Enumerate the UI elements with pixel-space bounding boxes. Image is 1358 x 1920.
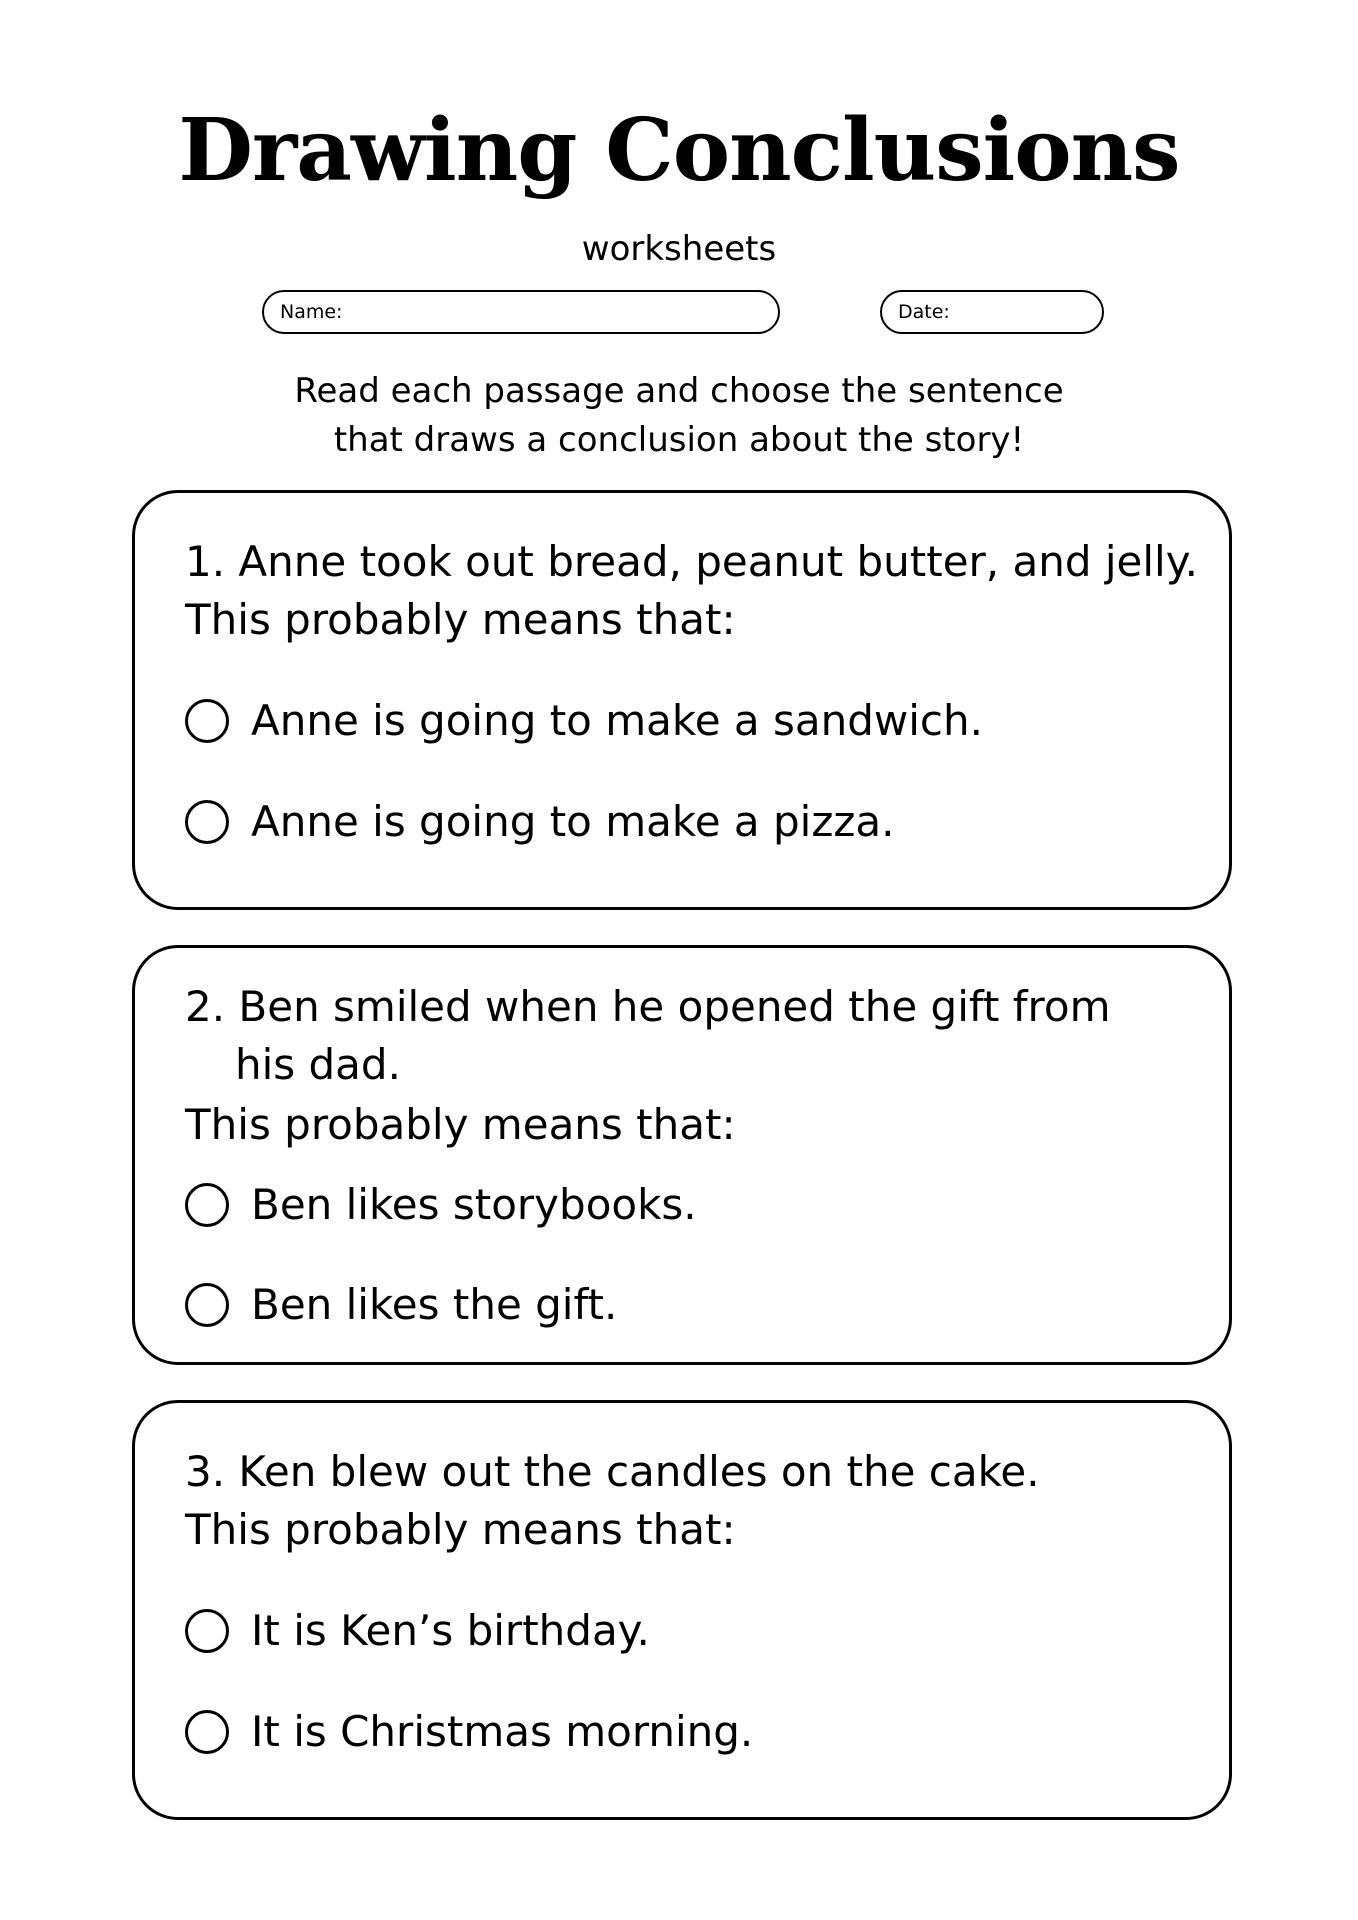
question-1-prompt: This probably means that: [185,595,736,644]
question-card-3 [132,1400,1232,1820]
instructions-line-2: that draws a conclusion about the story! [333,420,1025,460]
question-1-option-2[interactable] [185,793,895,851]
question-3-option-1[interactable] [185,1602,650,1660]
question-card-2 [132,945,1232,1365]
option-label: Anne is going to make a sandwich. [251,696,983,745]
question-2-text-continued: his dad. [235,1040,401,1089]
question-3-text: 3. Ken blew out the candles on the cake. [185,1447,1040,1496]
question-card-1 [132,490,1232,910]
radio-circle-icon[interactable] [185,1283,229,1327]
option-label: It is Ken’s birthday. [251,1606,650,1655]
name-field-label: Name: [280,301,343,323]
option-label: Ben likes the gift. [251,1280,618,1329]
instructions-line-1: Read each passage and choose the sentence [294,371,1064,411]
page-title: Drawing Conclusions [178,100,1180,201]
question-1-text: 1. Anne took out bread, peanut butter, and jelly. [185,537,1198,586]
radio-circle-icon[interactable] [185,800,229,844]
question-3-prompt: This probably means that: [185,1505,736,1554]
option-label: It is Christmas morning. [251,1707,754,1756]
radio-circle-icon[interactable] [185,699,229,743]
radio-circle-icon[interactable] [185,1183,229,1227]
question-2-option-1[interactable] [185,1176,697,1234]
question-2-prompt: This probably means that: [185,1100,736,1149]
page-subtitle: worksheets [581,229,777,269]
question-3-option-2[interactable] [185,1703,753,1761]
instructions [0,367,1358,465]
date-field-label: Date: [898,301,950,323]
date-field[interactable] [880,290,1104,334]
radio-circle-icon[interactable] [185,1609,229,1653]
radio-circle-icon[interactable] [185,1710,229,1754]
question-1-option-1[interactable] [185,692,983,750]
question-2-text: 2. Ben smiled when he opened the gift from [185,982,1111,1031]
name-field[interactable] [262,290,780,334]
option-label: Anne is going to make a pizza. [251,797,895,846]
question-2-option-2[interactable] [185,1276,617,1334]
option-label: Ben likes storybooks. [251,1180,697,1229]
